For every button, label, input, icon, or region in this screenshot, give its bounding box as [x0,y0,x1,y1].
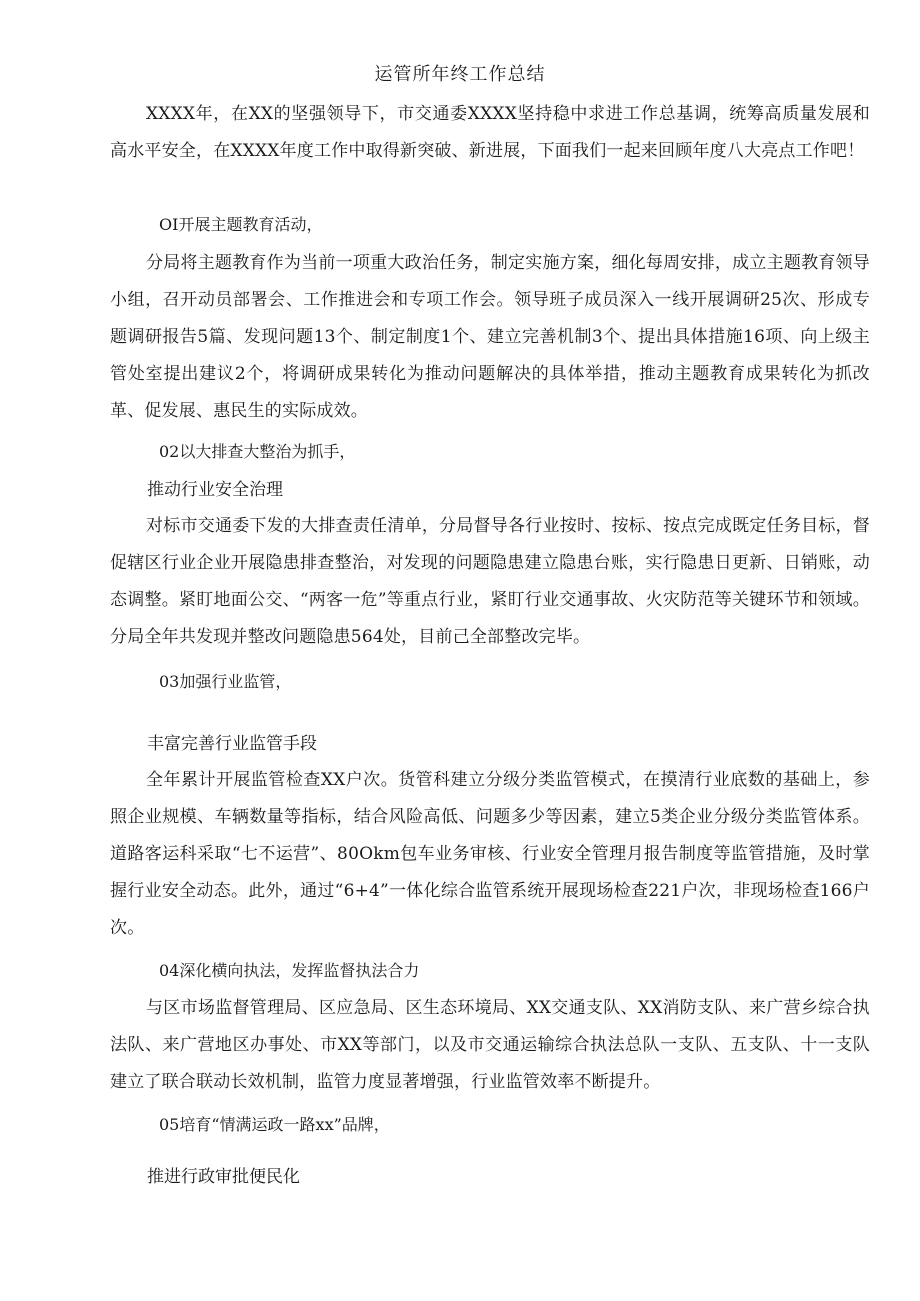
section-5-subheading: 推进行政审批便民化 [147,1167,300,1187]
section-1-heading: OI开展主题教育活动， [159,215,323,234]
section-4-body: 与区市场监督管理局、区应急局、区生态环境局、XX交通支队、XX消防支队、来广营乡综合执法队、来广营地区办事处、市XX等部门，以及市交通运输综合执法总队一支队、五支队、十一支队建立了联合联动长效机制，监管力度显著增强，行业监管效率不断提升。 [110,998,870,1092]
section-3-subheading: 丰富完善行业监管手段 [147,734,317,754]
section-3-heading: 03加强行业监管， [159,672,292,691]
section-2-body: 对标市交通委下发的大排查责任清单，分局督导各行业按时、按标、按点完成既定任务目标，督促辖区行业企业开展隐患排查整治，对发现的问题隐患建立隐患台账，实行隐患日更新、日销账，动态调整。紧盯地面公交、“两客一危”等重点行业，紧盯行业交通事故、火灾防范等关键环节和领域。分局全年共发现并整改问题隐患564处，目前己全部整改完毕。 [110,516,870,647]
section-5-heading: 05培育“情满运政一路xx”品牌， [159,1115,390,1134]
section-4-heading: 04深化横向执法，发挥监督执法合力 [159,961,420,980]
section-2-heading: 02以大排查大整治为抓手， [159,442,356,461]
section-1-body: 分局将主题教育作为当前一项重大政治任务，制定实施方案，细化每周安排，成立主题教育领导小组，召开动员部署会、工作推进会和专项工作会。领导班子成员深入一线开展调研25次、形成专题调研报告5篇、发现问题13个、制定制度1个、建立完善机制3个、提出具体措施16项、向上级主管处室提出建议2个，将调研成果转化为推动问题解决的具体举措，推动主题教育成果转化为抓改革、促发展、惠民生的实际成效。 [110,253,870,421]
document-title: 运管所年终工作总结 [374,64,546,85]
section-2-subheading: 推动行业安全治理 [147,480,283,500]
intro-paragraph: XXXX年，在XX的坚强领导下，市交通委XXXX坚持稳中求进工作总基调，统筹高质量发展和高水平安全，在XXXX年度工作中取得新突破、新进展，下面我们一起来回顾年度八大亮点工作吧！ [110,104,870,161]
section-3-body: 全年累计开展监管检查XX户次。货管科建立分级分类监管模式，在摸清行业底数的基础上，参照企业规模、车辆数量等指标，结合风险高低、问题多少等因素，建立5类企业分级分类监管体系。道路客运科采取“七不运营”、80Okm包车业务审核、行业安全管理月报告制度等监管措施，及时掌握行业安全动态。此外，通过“6+4”一体化综合监管系统开展现场检查221户次，非现场检查166户次。 [110,770,870,938]
